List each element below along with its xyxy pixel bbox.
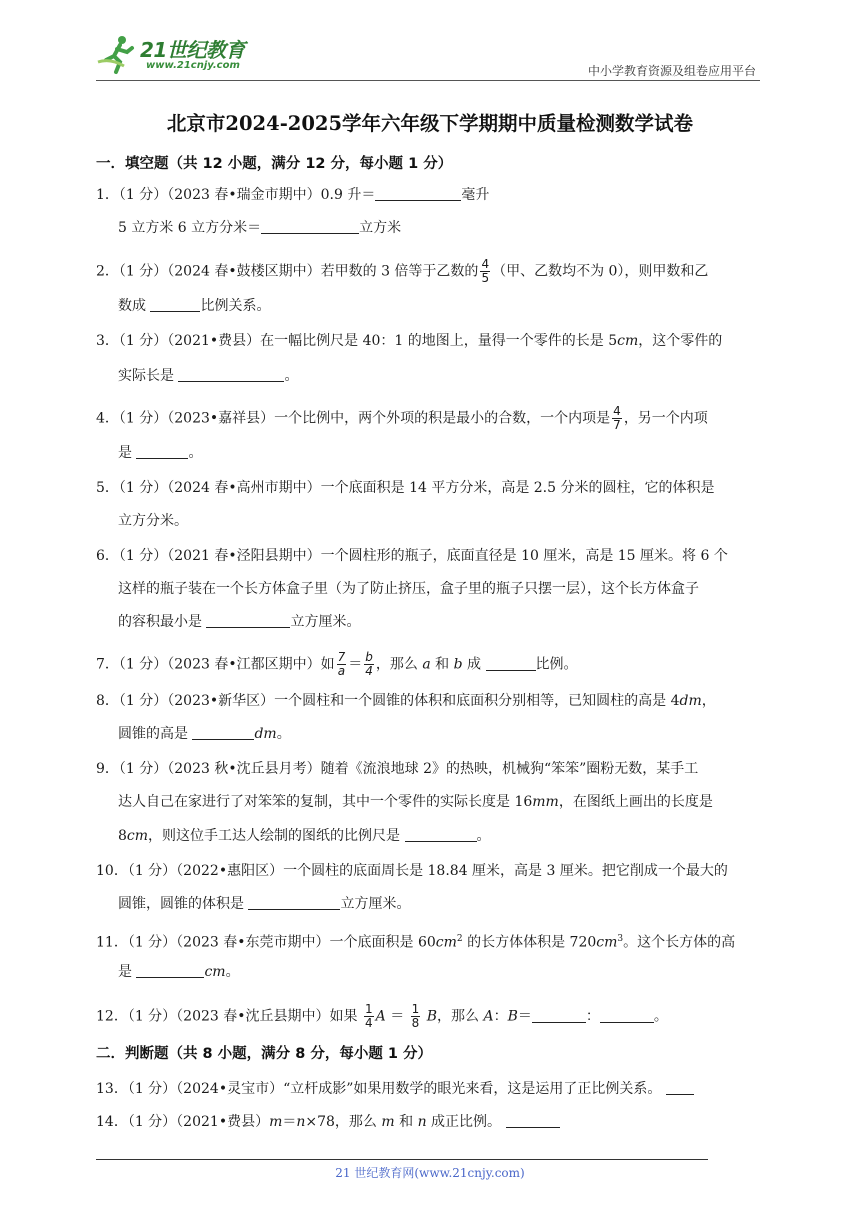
question-9-line-1: 9．（1 分）（2023 秋•沈丘县月考）随着《流浪地球 2》的热映，机械狗“笨笨”圈粉无数，某手工 <box>96 761 699 777</box>
answer-blank[interactable] <box>600 1008 654 1023</box>
fraction: $\frac{4}{7}$ <box>613 404 621 432</box>
header-platform-name: 中小学教育资源及组卷应用平台 <box>587 64 756 78</box>
question-2-line-1: 2．（1 分）（2024 春•鼓楼区期中）若甲数的 3 倍等于乙数的 $\frac{4}{5}$ （甲、乙数均不为 0），则甲数和乙 <box>96 257 709 285</box>
question-14-line-1: 14．（1 分）（2021•费县）m＝n×78，那么 m 和 n 成正比例。 <box>96 1112 560 1132</box>
answer-blank[interactable] <box>150 297 200 312</box>
question-9-line-3: 8cm，则这位手工达人绘制的图纸的比例尺是 。 <box>118 828 491 844</box>
question-6-line-2: 这样的瓶子装在一个长方体盒子里（为了防止挤压，盒子里的瓶子只摆一层），这个长方体盒子 <box>118 581 699 597</box>
answer-blank[interactable] <box>136 444 188 459</box>
logo-text: 21世纪教育 <box>140 38 245 62</box>
page-footer[interactable]: 21 世纪教育网(www.21cnjy.com) <box>335 1166 525 1180</box>
section-heading-fill-blank: 一．填空题（共 12 小题，满分 12 分，每小题 1 分） <box>96 156 453 172</box>
runner-logo-icon <box>96 32 140 76</box>
question-11-line-1: 11．（1 分）（2023 春•东莞市期中）一个底面积是 $60cm^2$ 的长方体体积是 $720cm^3$。这个长方体的高 <box>96 934 736 951</box>
answer-blank[interactable] <box>136 963 204 978</box>
fraction: $\frac{b}{4}$ <box>365 650 373 678</box>
answer-blank[interactable] <box>375 186 461 201</box>
question-10-line-2: 圆锥，圆锥的体积是 立方厘米。 <box>118 896 411 912</box>
header-divider <box>96 80 760 81</box>
question-8-line-2: 圆锥的高是 dm。 <box>118 726 291 742</box>
question-1-line-2: 5 立方米 6 立方分米＝ 立方米 <box>118 220 402 236</box>
answer-blank[interactable] <box>486 656 536 671</box>
question-4-line-2: 是 。 <box>118 445 203 461</box>
answer-blank[interactable] <box>192 725 254 740</box>
question-7-line-1: 7．（1 分）（2023 春•江都区期中）如 $\frac{7}{a}$ ＝ $\frac{b}{4}$ ，那么 a 和 b 成 比例。 <box>96 650 578 678</box>
answer-blank[interactable] <box>666 1080 694 1095</box>
question-1-line-1: 1．（1 分）（2023 春•瑞金市期中）0.9 升＝ 毫升 <box>96 187 490 203</box>
question-8-line-1: 8．（1 分）（2023•新华区）一个圆柱和一个圆锥的体积和底面积分别相等，已知圆柱的高是 4dm， <box>96 693 716 709</box>
question-13-line-1: 13．（1 分）（2024•灵宝市）“立杆成影”如果用数学的眼光来看，这是运用了正比例关系。 <box>96 1079 694 1099</box>
fraction: $\frac{7}{a}$ <box>337 650 346 678</box>
question-11-line-2: 是 cm。 <box>118 964 240 980</box>
section-heading-true-false: 二．判断题（共 8 小题，满分 8 分，每小题 1 分） <box>96 1046 433 1062</box>
fraction: $\frac{4}{5}$ <box>481 257 490 285</box>
answer-blank[interactable] <box>506 1113 560 1128</box>
question-6-line-1: 6．（1 分）（2021 春•泾阳县期中）一个圆柱形的瓶子，底面直径是 10 厘米，高是 15 厘米。将 6 个 <box>96 548 728 564</box>
question-2-line-2: 数成 比例关系。 <box>118 298 271 314</box>
question-5-line-1: 5．（1 分）（2024 春•高州市期中）一个底面积是 14 平方分米，高是 2.5 分米的圆柱，它的体积是 <box>96 480 715 496</box>
answer-blank[interactable] <box>261 219 359 234</box>
question-5-line-2: 立方分米。 <box>118 513 188 529</box>
question-12-line-1: 12．（1 分）（2023 春•沈丘县期中）如果 $\frac{1}{4}$ A ＝ $\frac{1}{8}$ B，那么 A：B＝ ： 。 <box>96 1002 668 1030</box>
answer-blank[interactable] <box>405 827 477 842</box>
page-title: 北京市2024-2025学年六年级下学期期中质量检测数学试卷 <box>166 112 694 135</box>
page-header <box>96 26 760 80</box>
site-logo <box>96 32 266 76</box>
answer-blank[interactable] <box>206 613 290 628</box>
question-10-line-1: 10．（1 分）（2022•惠阳区）一个圆柱的底面周长是 18.84 厘米，高是 3 厘米。把它削成一个最大的 <box>96 863 728 879</box>
question-3-line-1: 3．（1 分）（2021•费县）在一幅比例尺是 40：1 的地图上，量得一个零件的长是 5cm，这个零件的 <box>96 333 723 349</box>
answer-blank[interactable] <box>532 1008 586 1023</box>
question-9-line-2: 达人自己在家进行了对笨笨的复制，其中一个零件的实际长度是 16mm，在图纸上画出的长度是 <box>118 794 713 810</box>
answer-blank[interactable] <box>178 367 284 382</box>
question-6-line-3: 的容积最小是 立方厘米。 <box>118 614 361 630</box>
answer-blank[interactable] <box>248 895 340 910</box>
footer-divider <box>96 1159 708 1160</box>
fraction: $\frac{1}{4}$ <box>364 1002 373 1030</box>
logo-url: www.21cnjy.com <box>146 60 240 71</box>
fraction: $\frac{1}{8}$ <box>411 1002 420 1030</box>
question-3-line-2: 实际长是 。 <box>118 368 299 384</box>
question-4-line-1: 4．（1 分）（2023•嘉祥县）一个比例中，两个外项的积是最小的合数，一个内项是 $\frac{4}{7}$ ，另一个内项 <box>96 404 708 432</box>
